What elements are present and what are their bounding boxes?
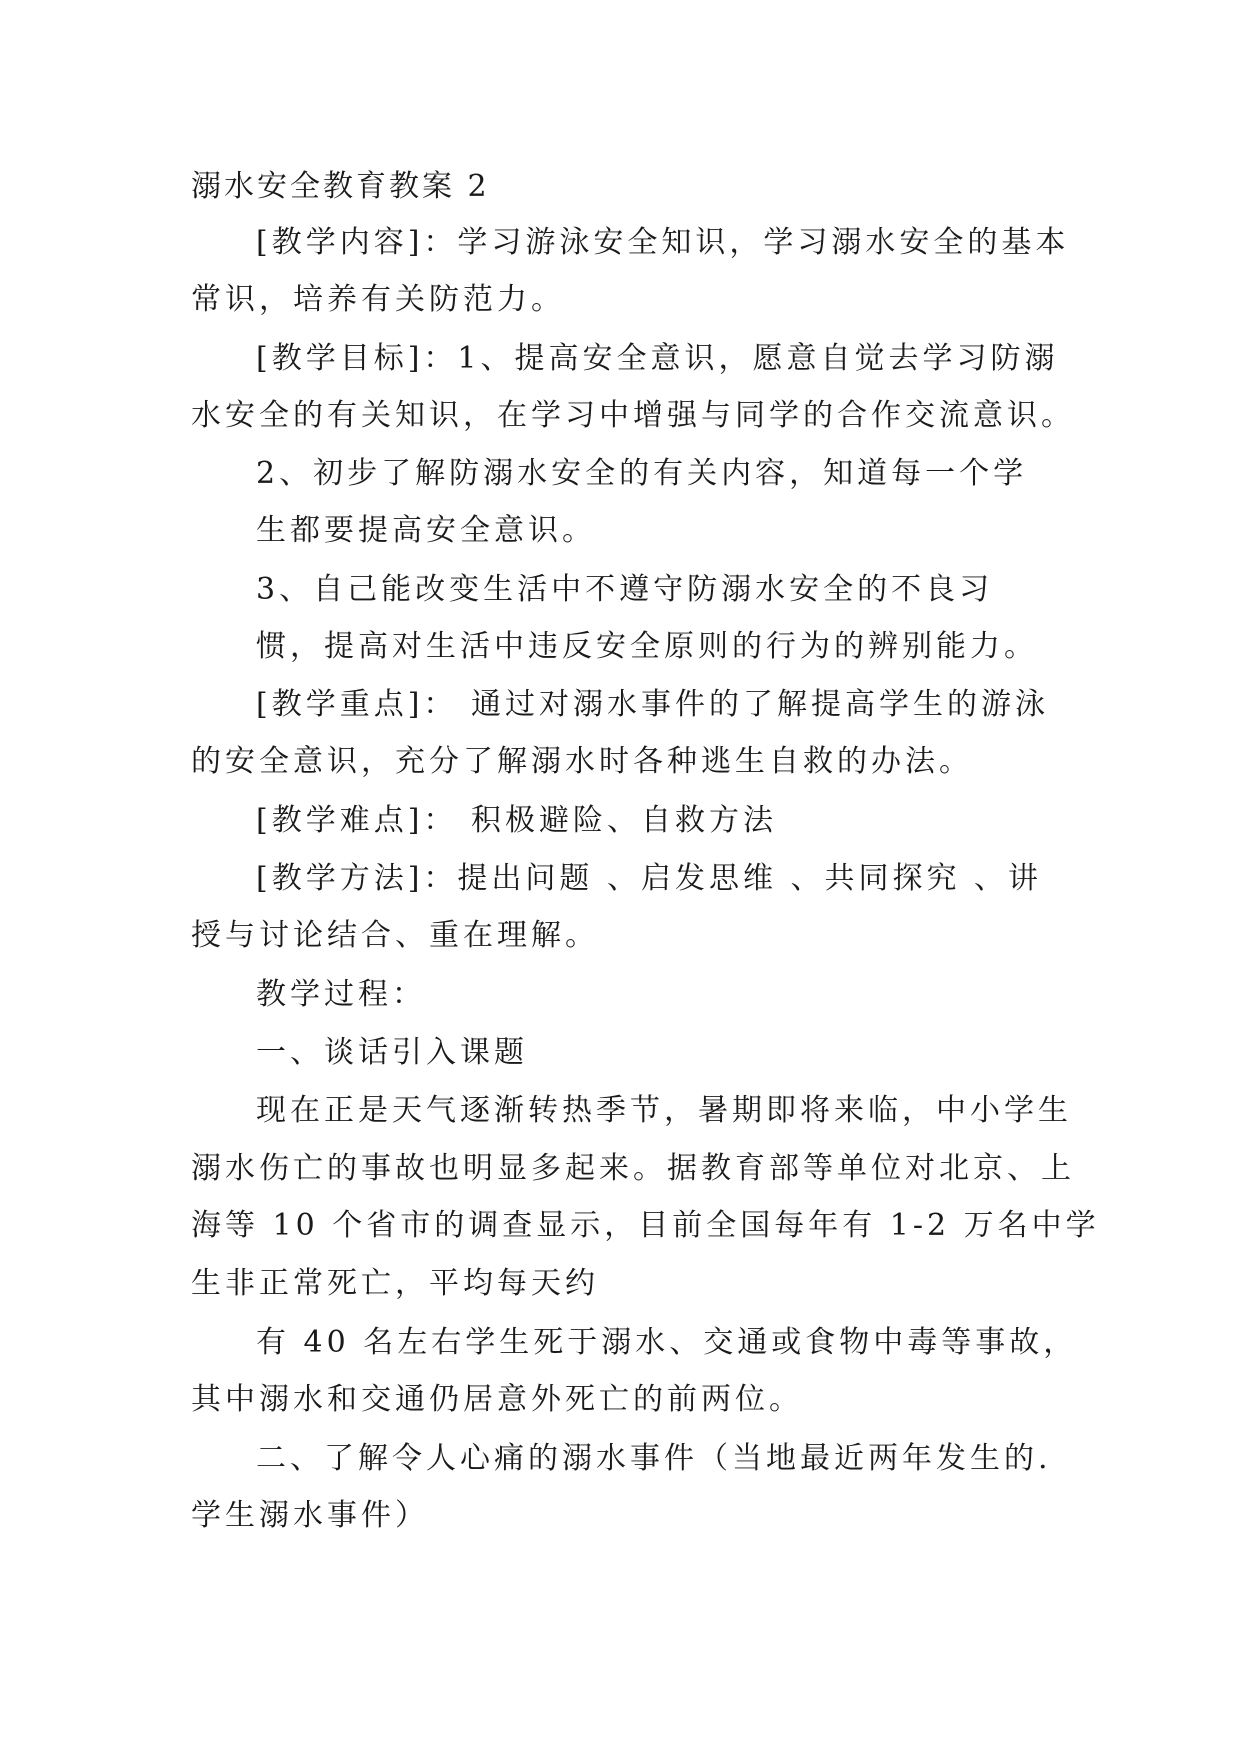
paragraph-line: 教学过程： (256, 977, 426, 1012)
paragraph-line: [教学方法]：提出问题 、启发思维 、共同探究 、讲 (256, 861, 1043, 896)
paragraph-line: 惯，提高对生活中违反安全原则的行为的辨别能力。 (256, 629, 1038, 664)
document-title: 溺水安全教育教案 2 (191, 169, 490, 204)
paragraph-line: 常识，培养有关防范力。 (191, 282, 565, 317)
paragraph-line: 生非正常死亡，平均每天约 (191, 1266, 599, 1301)
paragraph-line: 一、谈话引入课题 (256, 1035, 528, 1070)
paragraph-line: 生都要提高安全意识。 (256, 513, 596, 548)
paragraph-line: [教学内容]：学习游泳安全知识，学习溺水安全的基本 (256, 225, 1070, 260)
paragraph-line: 其中溺水和交通仍居意外死亡的前两位。 (191, 1382, 803, 1417)
paragraph-line: 2、初步了解防溺水安全的有关内容，知道每一个学 (256, 456, 1028, 491)
paragraph-line: 水安全的有关知识，在学习中增强与同学的合作交流意识。 (191, 398, 1075, 433)
paragraph-line: 有 40 名左右学生死于溺水、交通或食物中毒等事故， (256, 1325, 1078, 1360)
paragraph-line: 的安全意识，充分了解溺水时各种逃生自救的办法。 (191, 744, 973, 779)
paragraph-line: 学生溺水事件） (191, 1498, 429, 1533)
paragraph-line: 现在正是天气逐渐转热季节，暑期即将来临，中小学生 (256, 1093, 1072, 1128)
paragraph-line: [教学重点]： 通过对溺水事件的了解提高学生的游泳 (256, 687, 1049, 722)
paragraph-line: 授与讨论结合、重在理解。 (191, 918, 599, 953)
paragraph-line: 3、自己能改变生活中不遵守防溺水安全的不良习 (256, 572, 994, 607)
paragraph-line: [教学目标]：1、提高安全意识，愿意自觉去学习防溺 (256, 341, 1059, 376)
paragraph-line: 二、了解令人心痛的溺水事件（当地最近两年发生的. (256, 1441, 1052, 1476)
paragraph-line: 海等 10 个省市的调查显示，目前全国每年有 1-2 万名中学 (191, 1208, 1100, 1243)
paragraph-line: 溺水伤亡的事故也明显多起来。据教育部等单位对北京、上 (191, 1151, 1075, 1186)
paragraph-line: [教学难点]： 积极避险、自救方法 (256, 803, 777, 838)
